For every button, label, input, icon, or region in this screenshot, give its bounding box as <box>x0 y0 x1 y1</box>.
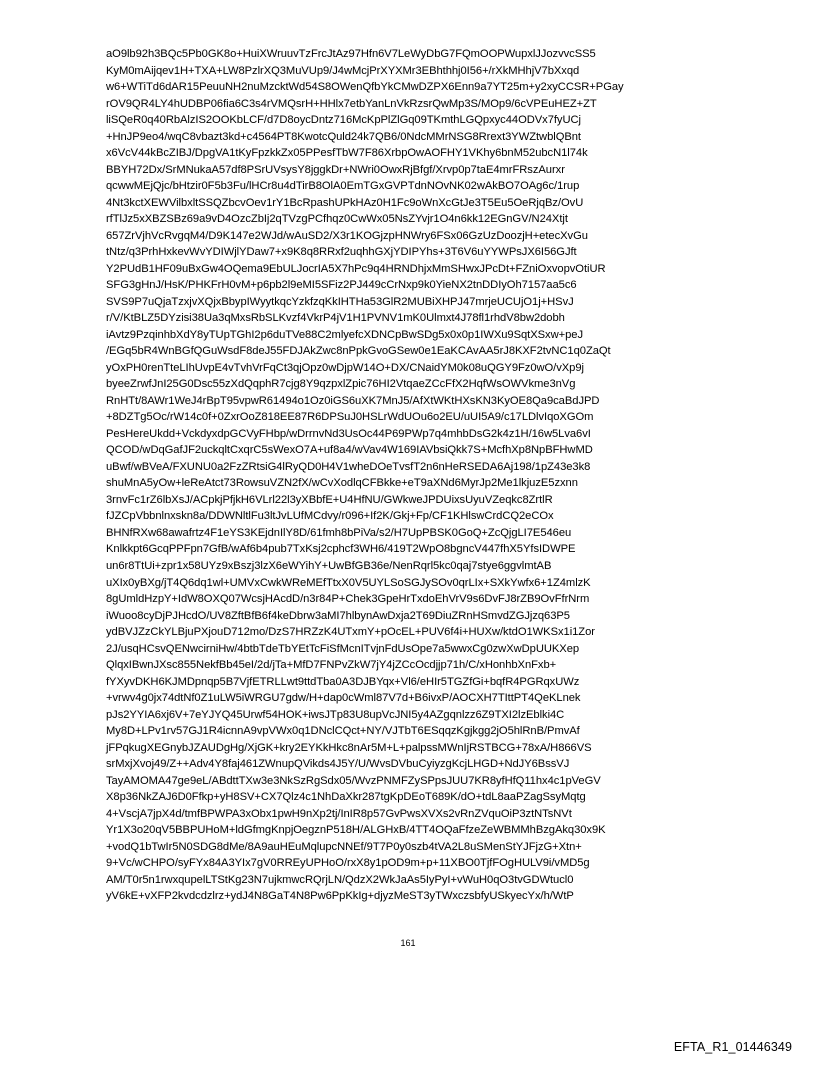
text-line: SFG3gHnJ/HsK/PHKFrH0vM+p6pb2l9eMI5SFiz2PJ449cCrNxp9k0YieNX2tnDDIyOh7157aa5c6 <box>106 279 577 292</box>
text-line: Y2PUdB1HF09uBxGw4OQema9EbULJocrIA5X7hPc9q4HRNDhjxMmSHwxJPcDt+FZniOxvopvOtiUR <box>106 262 606 275</box>
text-line: Knlkkpt6GcqPPFpn7GfB/wAf6b4pub7TxKsj2cphcf3WH6/419T2WpO8bgncV447fhX5YfsIDWPE <box>106 543 576 556</box>
text-line: liSQeR0q40RbAlzIS2OOKbLCF/d7D8oycDntz716McKpPlZlGq09TKmthLGQpxyc44ODVx7fyUCj <box>106 114 581 127</box>
text-line: ydBVJZzCkYLBjuPXjouD712mo/DzS7HRZzK4UTxmY+pOcEL+PUV6f4i+HUXw/ktdO1WKSx1i1Zor <box>106 626 595 639</box>
text-line: srMxjXvoj49/Z++Adv4Y8faj461ZWnupQVikds4J5Y/U/WvsDVbuCyiyzgKcjLHGD+NdJY6BssVJ <box>106 758 570 771</box>
text-line: BBYH72Dx/SrMNukaA57df8PSrUVsysY8jggkDr+NWri0OwxRjBfgf/Xrvp0p7taE4mrFRszAurxr <box>106 163 565 176</box>
page-number: 161 <box>400 938 416 948</box>
text-line: 9+Vc/wCHPO/syFYx84A3YIx7gV0RREyUPHoO/rxX8y1pOD9m+p+11XBO0TjfFOgHULV9i/vMD5g <box>106 857 590 870</box>
text-line: rOV9QR4LY4hUDBP06fia6C3s4rVMQsrH+HHlx7etbYanLnVkRzsrQwMp3S/MOp9/6cVPEuHEZ+ZT <box>106 97 597 110</box>
text-line: uXIx0yBXg/jT4Q6dq1wl+UMVxCwkWReMEfTtxX0V5UYLSoSGJySOv0qrLIx+SXkYwfx6+1Z4mlzK <box>106 576 591 589</box>
text-line: r/V/KtBLZ5DYzisi38Ua3qMxsRbSLKvzf4VkrP4jV1H1PVNV1mK0Ulmxt4J78fl1rhdV8bw2dobh <box>106 312 565 325</box>
text-line: un6r8TtUi+zpr1x58UYz9xBszj3lzX6eWYihY+UwBfGB36e/NenRqrl5kc0qaj7stye6ggvlmtAB <box>106 559 552 572</box>
text-line: PesHereUkdd+VckdyxdpGCVyFHbp/wDrrnvNd3UsOc44P69PWp7q4mhbDsG2k4z1H/16w5Lva6vI <box>106 427 591 440</box>
text-line: x6VcV44kBcZIBJ/DpgVA1tKyFpzkkZx05PPesfTbW7F86XrbpOwAOFHY1VKhy6bnM52ubcN1l74k <box>106 147 588 160</box>
text-line: 8gUmldHzpY+IdW8OXQ07WcsjHAcdD/n3r84P+Chek3GpeHrTxdoEhVrV9s6DvFJ8rZB9OvFfrNrm <box>106 593 590 606</box>
bates-stamp: EFTA_R1_01446349 <box>673 1040 792 1054</box>
text-line: Yr1X3o20qV5BBPUHoM+ldGfmgKnpjOegznP518H/ALGHxB/4TT4OQaFfzeZeWBMMhBzgAkq30x9K <box>106 824 606 837</box>
document-body-text <box>106 46 726 905</box>
text-line: iAvtz9PzqinhbXdY8yTUpTGhI2p6duTVe88C2mlyefcXDNCpBwSDg5x0x0p1IWXu9SqtXSxw+peJ <box>106 328 583 341</box>
text-line: 2J/usqHCsvQENwcirniHw/4btbTdeTbYEtTcFiSfMcnITvjnFdUsOpe7a5wwxCg0zwXwDpUUKXep <box>106 642 580 655</box>
text-line: +HnJP9eo4/wqC8vbazt3kd+c4564PT8KwotcQuld24k7QB6/0NdcMMrNSG8Rrext3YWZtwblQBnt <box>106 130 581 143</box>
text-line: QlqxIBwnJXsc855NekfBb45eI/2d/jTa+MfD7FNPvZkW7jY4jZCcOcdjjp71h/C/xHonhbXnFxb+ <box>106 659 557 672</box>
text-line: yV6kE+vXFP2kvdcdzlrz+ydJ4N8GaT4N8Pw6PpKkIg+djyzMeST3yTWxczsbfyUSkyecYx/h/WtP <box>106 890 574 903</box>
text-line: w6+WTiTd6dAR15PeuuNH2nuMzcktWd54S8OWenQfbYkCMwDZPX6Enn9a7YT25m+y2xyCCSR+PGay <box>106 81 624 94</box>
text-line: RnHTt/8AWr1WeJ4rBpT95vpwR61494o1Oz0iGS6uXK7MnJ5/AfXtWKtHXsKN3KyOE8Qa9caBdJPD <box>106 394 600 407</box>
text-line: shuMnA5yOw+leReAtct73RowsuVZN2fX/wCvXodlqCFBkke+eT9aXNd6MyrJp2Me1lkjuzE5zxnn <box>106 477 578 490</box>
text-line: fJZCpVbbnlnxskn8a/DDWNltlFu3ltJvLUfMCdvy/r096+If2K/Gkj+Fp/CF1KHlswCrdCQ2eCOx <box>106 510 554 523</box>
text-line: +vodQ1bTwIr5N0SDG8dMe/8A9auHEuMqlupcNNEf/9T7P0y0szb4tVA2L8uSMenStYJFjzG+Xtn+ <box>106 840 582 853</box>
text-line: TayAMOMA47ge9eL/ABdttTXw3e3NkSzRgSdx05/WvzPNMFZySPpsJUU7KR8yfHfQ11hx4c1pVeGV <box>106 774 601 787</box>
text-line: BHNfRXw68awafrtz4F1eYS3KEjdnIlY8D/61fmh8bPiVa/s2/H7UpPBSK0GoQ+ZcQjgLI7E546eu <box>106 526 572 539</box>
text-line: yOxPH0renTteLIhUvpE4vTvhVrFqCt3qjOpz0wDjpW14O+DX/CNaidYM0k08uQGY9Fz0wO/vXp9j <box>106 361 584 374</box>
text-line: tNtz/q3PrhHxkevWvYDIWjlYDaw7+x9K8q8RRxf2uqhhGXjYDIPYhs+3T6V6uYYWPsJX6I56GJft <box>106 246 577 259</box>
text-line: iWuoo8cyDjPJHcdO/UV8ZftBfB6f4keDbrw3aMI7hlbynAwDxja2T69DiuZRnHSmvdZGJjzq63P5 <box>106 609 570 622</box>
text-line: AM/T0r5n1rwxqupelLTStKg23N7ujkmwcRQrjLN/QdzX2WkJaAs5IyPyI+vWuH0qO3tvGDWtucl0 <box>106 873 574 886</box>
text-line: rfTlJz5xXBZSBz69a9vD4OzcZbIj2qTVzgPCfhqz0CwWx05NsZYvjr1O4n6kk12EGnGV/N24Xtjt <box>106 213 568 226</box>
text-line: 4+VscjA7jpX4d/tmfBPWPA3xObx1pwH9nXp2tj/InIR8p57GvPwsXVXs2vRnZVquOiP3ztNTsNVt <box>106 807 572 820</box>
text-line: QCOD/wDqGafJF2uckqltCxqrC5sWexO7A+uf8a4/wVav4W169IAVbsiQkk7S+McfhXp8NpBFHwMD <box>106 444 593 457</box>
text-line: KyM0mAijqev1H+TXA+LW8PzlrXQ3MuVUp9/J4wMcjPrXYXMr3EBhthhj0I56+/rXkMHhjV7bXxqd <box>106 64 580 77</box>
text-line: 4Nt3kctXEWVilbxltSSQZbcvOev1rY1BcRpashUPkHAz0H1Fc9oWnXcGtJe3T5Eu5OeRjqBz/OvU <box>106 196 584 209</box>
text-line: SVS9P7uQjaTzxjvXQjxBbypIWyytkqcYzkfzqKkIHTHa53GlR2MUBiXHPJ47mrjeUCUjO1j+HSvJ <box>106 295 574 308</box>
text-line: pJs2YYIA6xj6V+7eYJYQ45Urwf54HOK+iwsJTp83U8upVcJNI5y4AZgqnlzz6Z9TXI2lzEblki4C <box>106 708 565 721</box>
text-line: My8D+LPv1rv57GJ1R4icnnA9vpVWx0q1DNclCQct+NY/VJTbT6ESqqzKgjkgg2jO5hlRnB/PmvAf <box>106 725 580 738</box>
text-line: qcwwMEjQjc/bHtzir0F5b3Fu/lHCr8u4dTirB8OlA0EmTGxGVPTdnNOvNK02wAkBO7OAg6c/1rup <box>106 180 580 193</box>
text-line: uBwf/wBVeA/FXUNU0a2FzZRtsiG4lRyQD0H4V1wheDOeTvsfT2n6nHeRSEDA6Aj198/1pZ43e3k8 <box>106 460 591 473</box>
text-line: X8p36NkZAJ6D0Ffkp+yH8SV+CX7Qlz4c1NhDaXkr287tgKpDEoT689K/dO+tdL8aaPZagSsyMqtg <box>106 791 586 804</box>
text-line: byeeZrwfJnI25G0Dsc55zXdQqphR7cjg8Y9qzpxlZpic76HI2VtqaeZCcFfX2HqfWsOWVkme3nVg <box>106 378 576 391</box>
text-line: fYXyvDKH6KJMDpnqp5B7VjfETRLLwt9ttdTba0A3DJBYqx+Vl6/eHIr5TGZfGi+bqfR4PGRqxUWz <box>106 675 580 688</box>
text-line: /EGq5bR4WnBGfQGuWsdF8deJ55FDJAkZwc8nPpkGvoGSew0e1EaKCAvAA5rJ8KXF2tvNC1q0ZaQt <box>106 345 611 358</box>
text-line: 3rnvFc1rZ6lbXsJ/ACpkjPfjkH6VLrl22l3yXBbfE+U4HfNU/GWkweJPDUixsUyuVZeqkc8ZrtlR <box>106 493 553 506</box>
text-line: 657ZrVjhVcRvgqM4/D9K147e2WJd/wAuSD2/X3r1KOGjzpHNWry6FSx06GzUzDoozjH+etecXvGu <box>106 229 588 242</box>
text-line: aO9lb92h3BQc5Pb0GK8o+HuiXWruuvTzFrcJtAz97Hfn6V7LeWyDbG7FQmOOPWupxlJJozvvcSS5 <box>106 48 596 60</box>
text-line: jFPqkugXEGnybJZAUDgHg/XjGK+kry2EYKkHkc8nAr5M+L+palpssMWnIjRSTBCG+78xA/H866VS <box>106 741 592 754</box>
text-line: +8DZTg5Oc/rW14c0f+0ZxrOoZ818EE87R6DPSuJ0HSLrWdUOu6o2EU/uUI5A9/c17LDlvIqoXGOm <box>106 411 594 424</box>
text-line: +vrwv4g0jx74dtNf0Z1uLW5iWRGU7gdw/H+dap0cWml87V7d+B6ivxP/AOCXH7TIttPT4QeKLnek <box>106 692 581 705</box>
